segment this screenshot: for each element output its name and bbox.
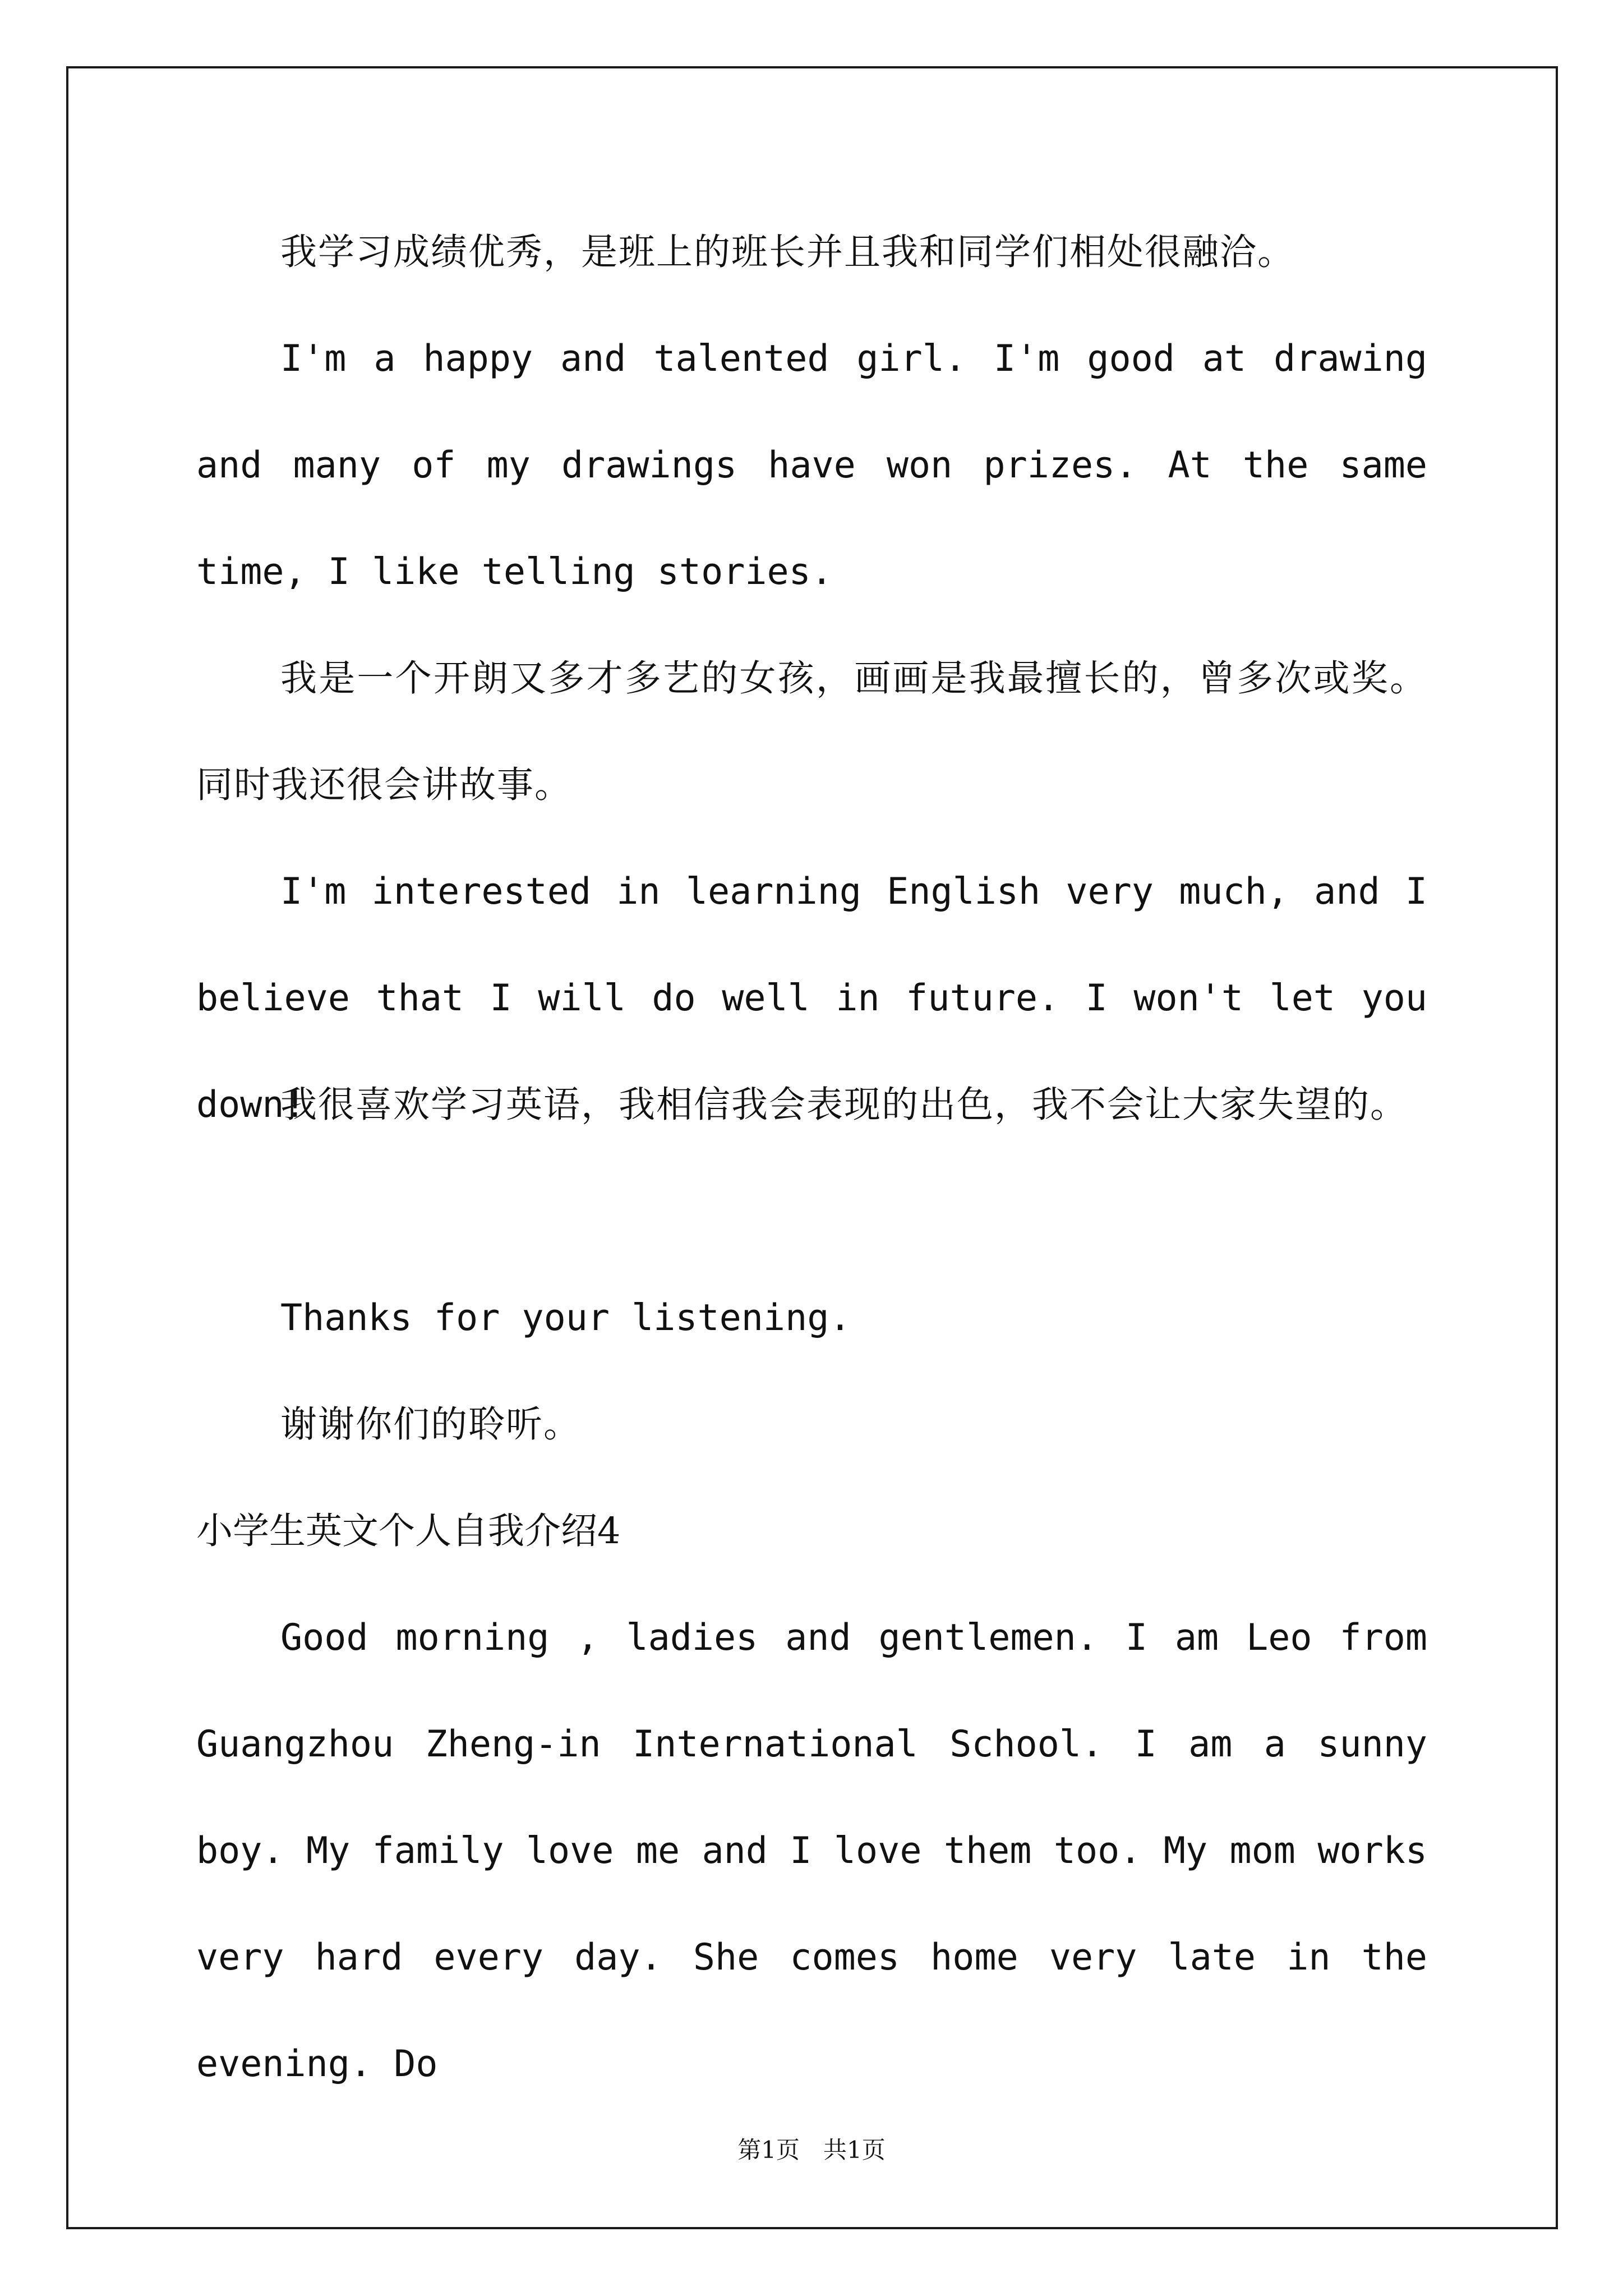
paragraph-en-happy-girl: I'm a happy and talented girl. I'm good at drawing and many of my drawings have won prizes. At the same time, I like telling stories. bbox=[196, 338, 1427, 593]
paragraph-cn-learning-english: 我很喜欢学习英语，我相信我会表现的出色，我不会让大家失望的。 bbox=[280, 1084, 1408, 1126]
paragraph-en-thanks: Thanks for your listening. bbox=[280, 1297, 851, 1339]
paragraph-en-learning-english: I'm interested in learning English very much, and I believe that I will do well in future. I won't let you down! bbox=[196, 871, 1427, 1126]
paragraph-en-good-morning: Good morning , ladies and gentlemen. I am Leo from Guangzhou Zheng-in International School. I am a sunny boy. My family love me and I love them too. My mom works very hard every day. She comes home very late in the evening. Do bbox=[196, 1617, 1427, 2085]
page-number-footer: 第1页 共1页 bbox=[737, 2136, 886, 2164]
paragraph-cn-class-monitor: 我学习成绩优秀，是班上的班长并且我和同学们相处很融洽。 bbox=[280, 231, 1295, 273]
section-heading: 小学生英文个人自我介绍4 bbox=[196, 1510, 621, 1552]
paragraph-cn-thanks: 谢谢你们的聆听。 bbox=[280, 1404, 582, 1446]
paragraph-cn-happy-girl: 我是一个开朗又多才多艺的女孩，画画是我最擅长的，曾多次或奖。同时我还很会讲故事。 bbox=[196, 657, 1427, 806]
